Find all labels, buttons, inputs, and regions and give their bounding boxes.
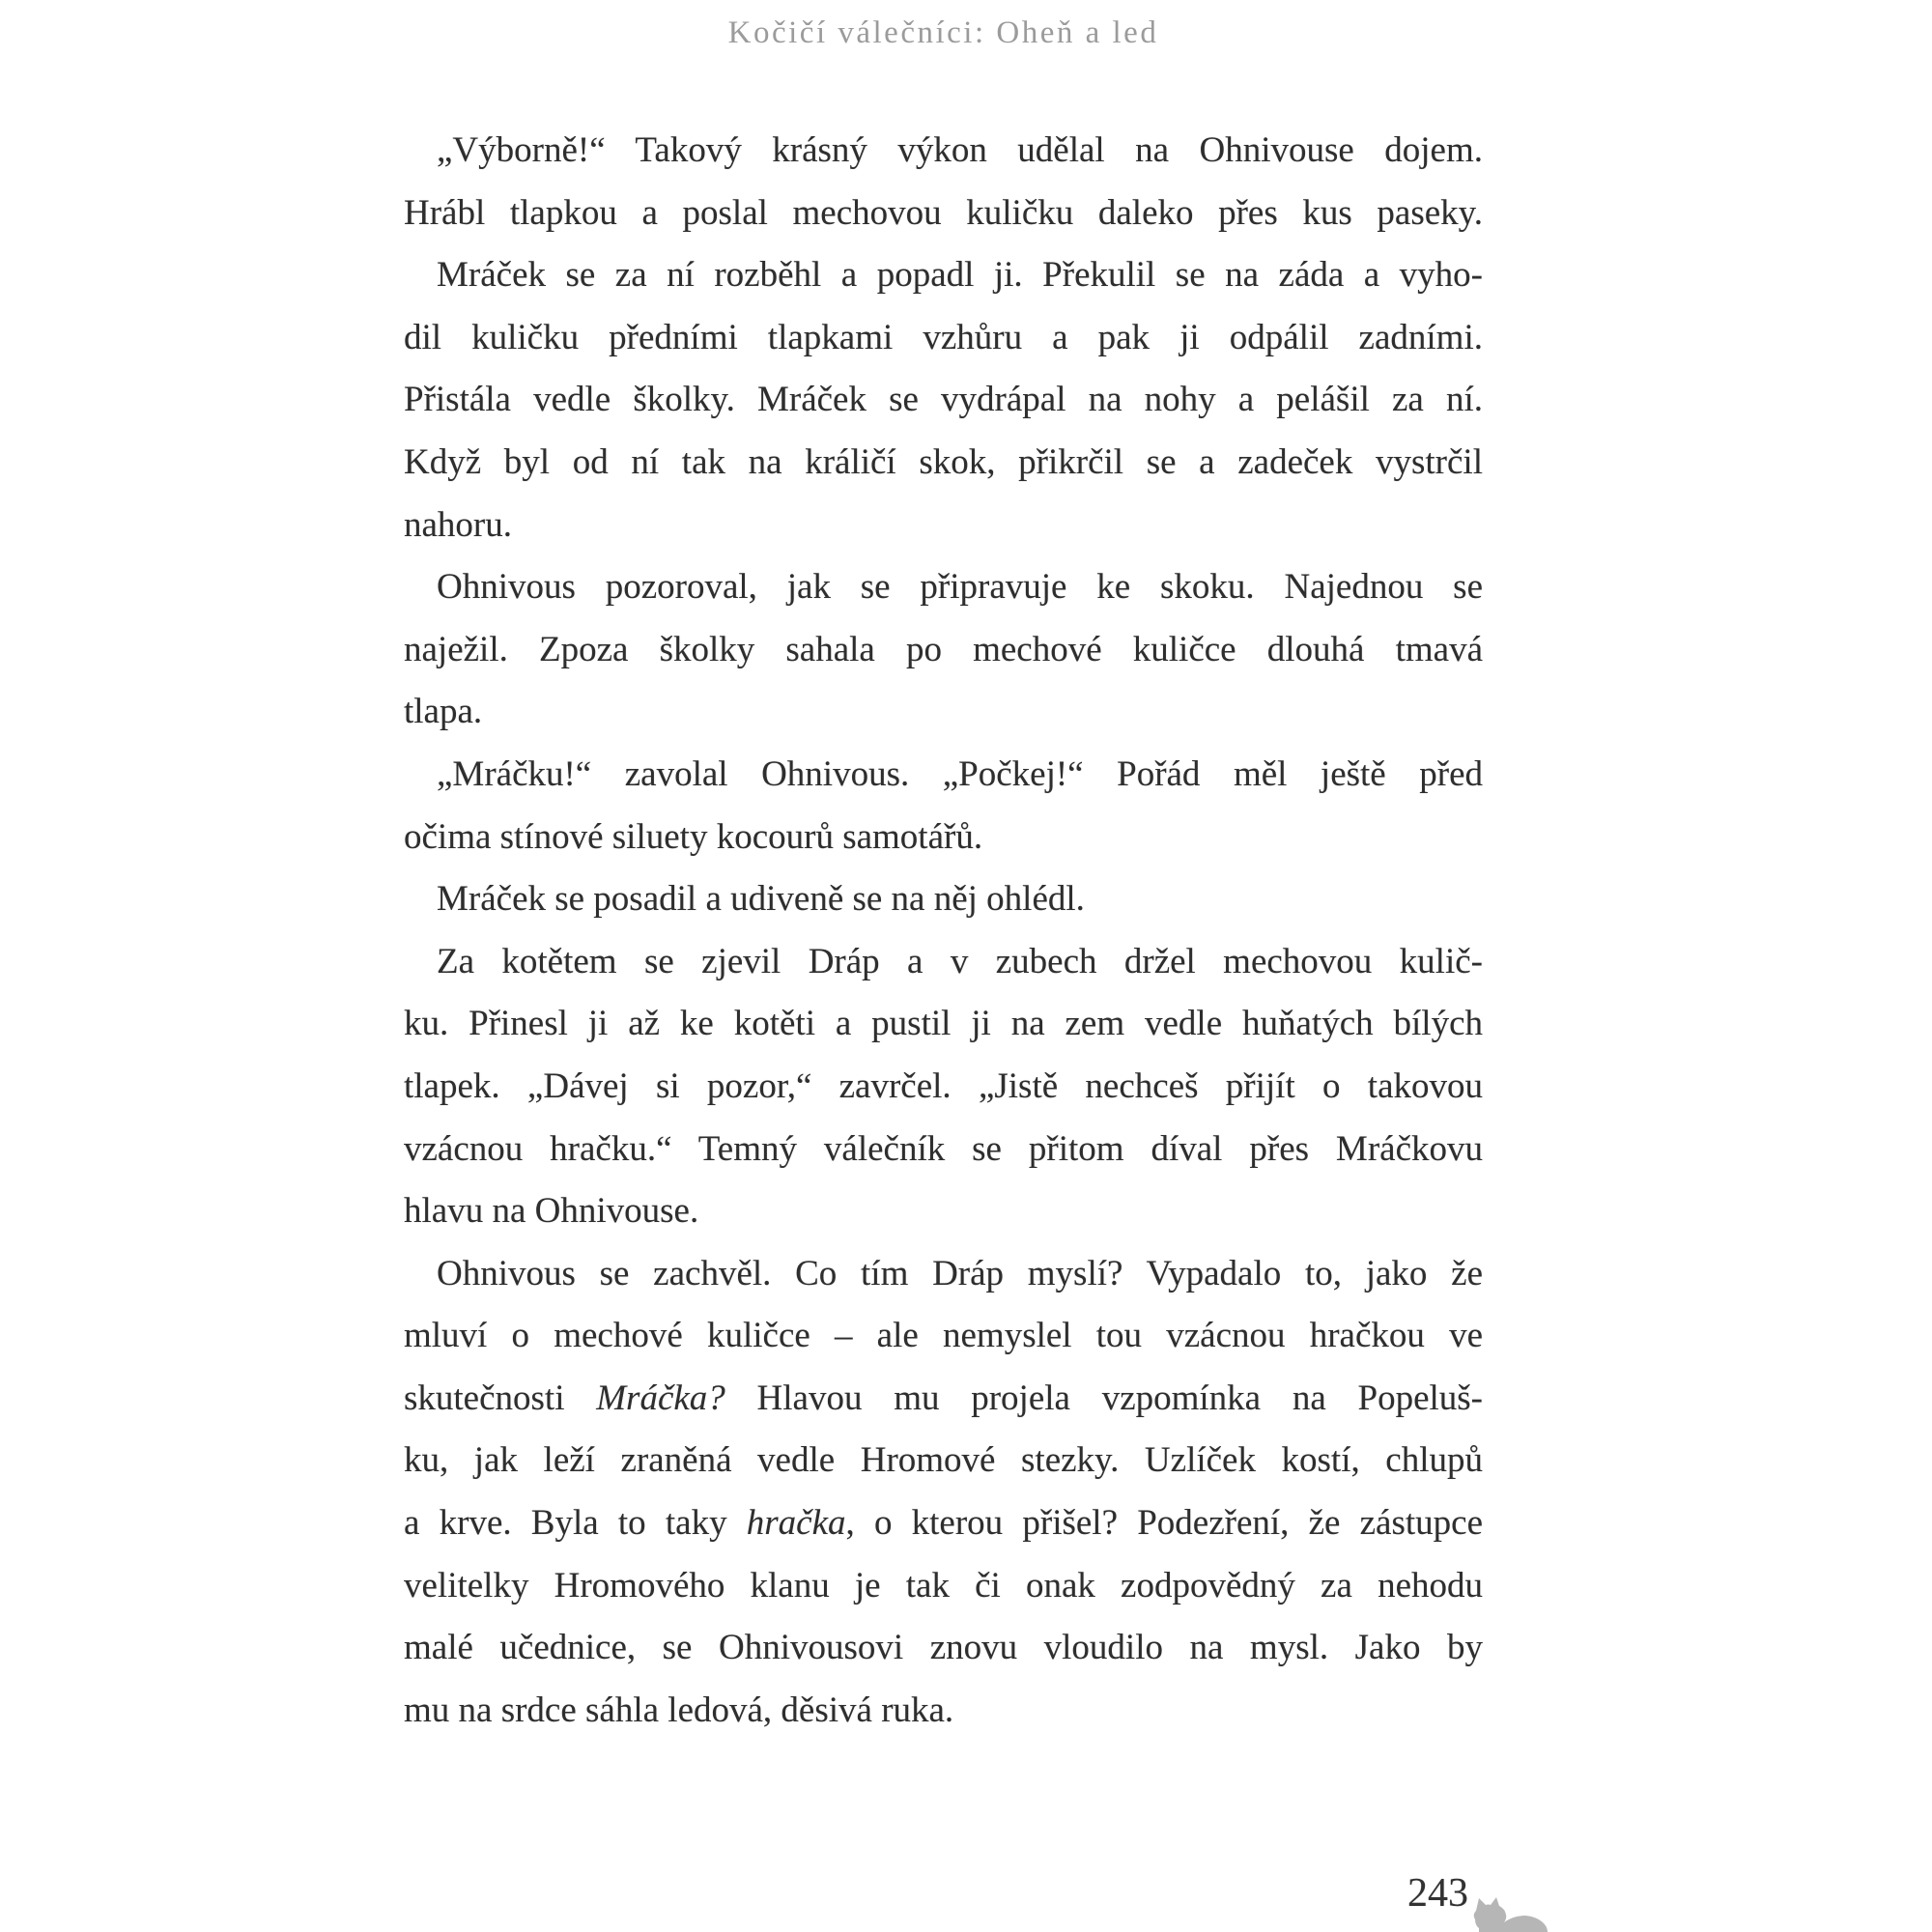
- text-line: [404, 1056, 1483, 1119]
- text-line: [404, 1243, 1483, 1306]
- text-line: [404, 1617, 1483, 1680]
- text-segment: Přistála vedle školky. Mráček se vydrápal na nohy a pelášil za ní.: [404, 380, 1483, 420]
- text-line: [404, 1492, 1483, 1555]
- text-segment: „Výborně!“ Takový krásný výkon udělal na Ohnivouse dojem.: [437, 130, 1483, 170]
- text-segment: vzácnou hračku.“ Temný válečník se přitom díval přes Mráčkovu: [404, 1128, 1483, 1169]
- text-line: [404, 120, 1483, 183]
- text-segment: Mráček se za ní rozběhl a popadl ji. Překulil se na záda a vyho-: [437, 255, 1483, 296]
- text-segment: malé učednice, se Ohnivousovi znovu vloudilo na mysl. Jako by: [404, 1628, 1483, 1668]
- page-number: 243: [1407, 1871, 1468, 1916]
- text-segment: nahoru.: [404, 504, 512, 545]
- text-block: [404, 120, 1483, 1742]
- text-segment: Ohnivous se zachvěl. Co tím Dráp myslí? Vypadalo to, jako že: [437, 1253, 1483, 1293]
- text-line: [404, 681, 1483, 744]
- text-line: [404, 1180, 1483, 1243]
- text-line: [404, 244, 1483, 307]
- text-line: [404, 495, 1483, 557]
- text-segment: Hlavou mu projela vzpomínka na Popeluš-: [724, 1378, 1483, 1418]
- text-line: [404, 619, 1483, 682]
- text-segment: , o kterou přišel? Podezření, že zástupce: [845, 1503, 1483, 1544]
- text-line: [404, 556, 1483, 619]
- text-line: [404, 1119, 1483, 1181]
- text-segment: dil kuličku předními tlapkami vzhůru a pak ji odpálil zadními.: [404, 317, 1483, 357]
- text-segment: „Mráčku!“ zavolal Ohnivous. „Počkej!“ Pořád měl ještě před: [437, 753, 1483, 794]
- text-segment: a krve. Byla to taky: [404, 1503, 747, 1544]
- text-line: [404, 744, 1483, 807]
- text-segment: naježil. Zpoza školky sahala po mechové kuličce dlouhá tmavá: [404, 629, 1483, 669]
- text-segment: skutečnosti: [404, 1378, 597, 1418]
- text-line: [404, 1368, 1483, 1431]
- text-line: [404, 1305, 1483, 1368]
- text-segment: mluví o mechové kuličce – ale nemyslel tou vzácnou hračkou ve: [404, 1316, 1483, 1356]
- text-line: [404, 931, 1483, 994]
- text-segment: ku. Přinesl ji až ke kotěti a pustil ji na zem vedle huňatých bílých: [404, 1004, 1483, 1044]
- text-segment: tlapa.: [404, 692, 483, 732]
- text-segment: Za kotětem se zjevil Dráp a v zubech držel mechovou kulič-: [437, 941, 1483, 981]
- running-header: Kočičí válečníci: Oheň a led: [727, 15, 1159, 50]
- text-line: [404, 432, 1483, 495]
- text-line: [404, 369, 1483, 432]
- text-line: [404, 868, 1483, 931]
- text-segment: velitelky Hromového klanu je tak či onak zodpovědný za nehodu: [404, 1565, 1483, 1605]
- text-segment: očima stínové siluety kocourů samotářů.: [404, 816, 983, 857]
- text-line: [404, 993, 1483, 1056]
- text-line: [404, 1555, 1483, 1618]
- text-line: [404, 183, 1483, 245]
- cat-silhouette-icon: [1468, 1893, 1549, 1932]
- text-segment-italic: hračka: [746, 1503, 846, 1544]
- text-line: [404, 1430, 1483, 1492]
- text-line: [404, 807, 1483, 869]
- text-segment: tlapek. „Dávej si pozor,“ zavrčel. „Jistě nechceš přijít o takovou: [404, 1065, 1483, 1106]
- text-segment: mu na srdce sáhla ledová, děsivá ruka.: [404, 1690, 954, 1730]
- text-segment: hlavu na Ohnivouse.: [404, 1191, 699, 1232]
- text-segment: Mráček se posadil a udiveně se na něj ohlédl.: [437, 879, 1085, 920]
- text-segment: Ohnivous pozoroval, jak se připravuje ke skoku. Najednou se: [437, 567, 1483, 608]
- text-line: [404, 1680, 1483, 1743]
- text-segment: Když byl od ní tak na králičí skok, přikrčil se a zadeček vystrčil: [404, 441, 1483, 482]
- text-segment-italic: Mráčka?: [596, 1378, 725, 1418]
- text-segment: ku, jak leží zraněná vedle Hromové stezky. Uzlíček kostí, chlupů: [404, 1440, 1483, 1481]
- text-line: [404, 307, 1483, 370]
- text-segment: Hrábl tlapkou a poslal mechovou kuličku daleko přes kus paseky.: [404, 192, 1483, 233]
